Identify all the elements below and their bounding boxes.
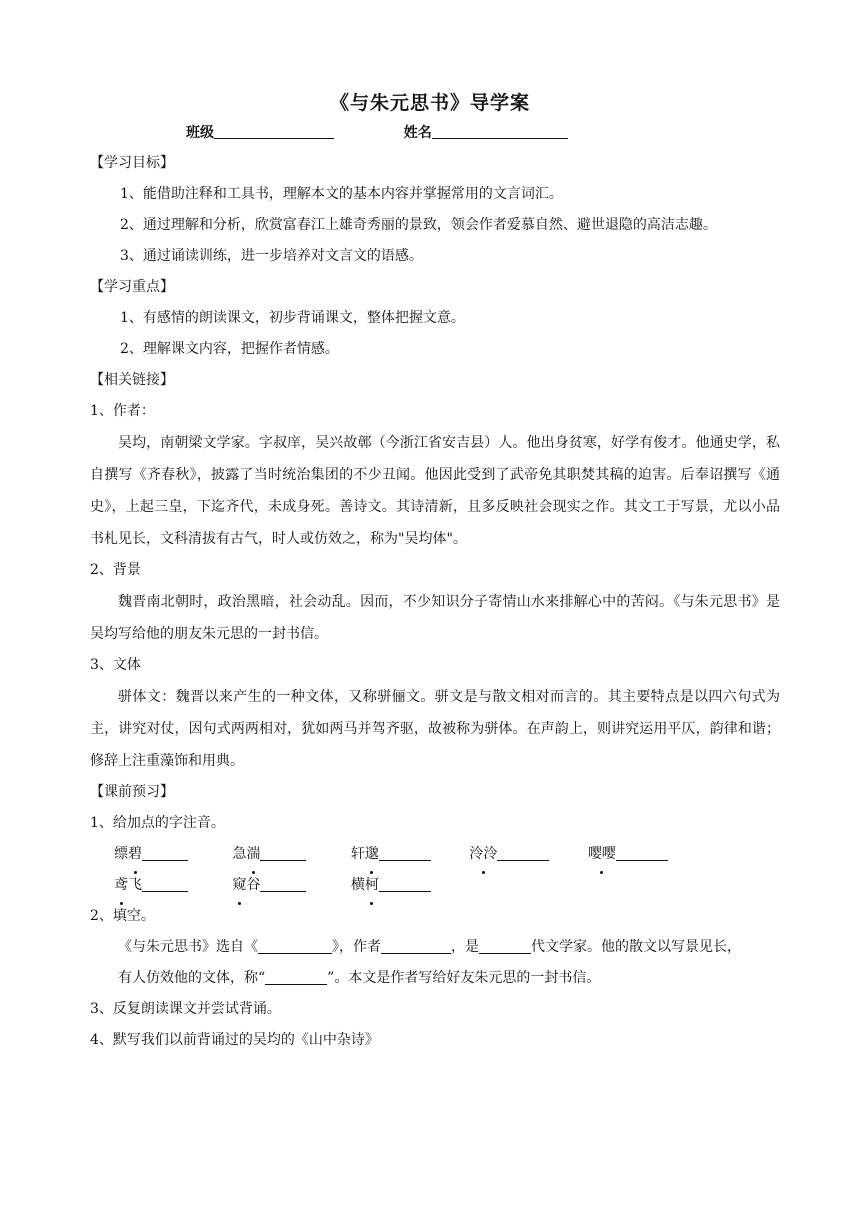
pinyin-item: 泠泠: [469, 839, 583, 870]
question-2: 2、填空。: [90, 908, 155, 924]
question-4: 4、默写我们以前背诵过的吴均的《山中杂诗》: [90, 1032, 379, 1048]
background-paragraph: 魏晋南北朝时，政治黑暗，社会动乱。因而，不少知识分子寄情山水来排解心中的苦闷。《与朱元思书》是吴均写给他的朋友朱元思的一封书信。: [90, 594, 780, 642]
answer-blank[interactable]: [379, 846, 431, 861]
pinyin-item: 嘤嘤: [588, 839, 702, 870]
answer-blank[interactable]: [497, 846, 549, 861]
class-blank[interactable]: [214, 124, 334, 139]
style-name-blank[interactable]: [265, 970, 327, 985]
name-blank[interactable]: [432, 124, 568, 139]
pinyin-row-2: [90, 870, 780, 901]
pinyin-item: 窥谷: [232, 870, 346, 901]
goals-header: 【学习目标】: [90, 155, 174, 171]
pinyin-item: 缥碧: [114, 839, 228, 870]
worksheet-content: [90, 148, 780, 1056]
class-label: 班级: [186, 125, 214, 141]
focus-item: 1、有感情的朗读课文，初步背诵课文，整体把握文意。: [120, 310, 465, 326]
author-heading: 1、作者：: [90, 403, 155, 419]
style-paragraph: 骈体文：魏晋以来产生的一种文体，又称骈俪文。骈文是与散文相对而言的。其主要特点是以四六句式为主，讲究对仗，因句式两两相对，犹如两马并驾齐驱，故被称为骈体。在声韵上，则讲究运用平仄，韵律和谐；修辞上注重藻饰和用典。: [90, 689, 780, 769]
style-heading: 3、文体: [90, 657, 141, 673]
answer-blank[interactable]: [260, 877, 306, 892]
answer-blank[interactable]: [379, 877, 431, 892]
background-heading: 2、背景: [90, 562, 141, 578]
answer-blank[interactable]: [260, 846, 306, 861]
goal-item: 2、通过理解和分析，欣赏富春江上雄奇秀丽的景致，领会作者爱慕自然、避世退隐的高洁志趣。: [120, 217, 717, 233]
author-paragraph: 吴均，南朝梁文学家。字叔庠，吴兴故鄣（今浙江省安吉县）人。他出身贫寒，好学有俊才。他通史学，私自撰写《齐春秋》，披露了当时统治集团的不少丑闻。他因此受到了武帝免其职焚其稿的迫害。后奉诏撰写《通史》，上起三皇，下迄齐代，未成身死。善诗文。其诗清新，且多反映社会现实之作。其文工于写景，尤以小品书札见长，文科清拔有古气，时人或仿效之，称为"吴均体"。: [90, 435, 780, 547]
focus-header: 【学习重点】: [90, 279, 174, 295]
goal-item: 1、能借助注释和工具书，理解本文的基本内容并掌握常用的文言词汇。: [120, 186, 563, 202]
fill-line-1: 《与朱元思书》选自《 》，作者 ，是 代文学家。他的散文以写景见长，: [118, 939, 741, 955]
preview-header: 【课前预习】: [90, 784, 174, 800]
pinyin-item: 鸢飞: [114, 870, 228, 901]
name-class-bar: [186, 122, 568, 142]
pinyin-item: 轩邈: [351, 839, 465, 870]
answer-blank[interactable]: [142, 846, 188, 861]
focus-item: 2、理解课文内容，把握作者情感。: [120, 341, 339, 357]
pinyin-row-1: [90, 839, 780, 870]
pinyin-item: 横柯: [351, 870, 465, 901]
source-blank[interactable]: [258, 939, 332, 954]
question-3: 3、反复朗读课文并尝试背诵。: [90, 1001, 281, 1017]
document-title: 《与朱元思书》导学案: [329, 92, 530, 114]
name-label: 姓名: [403, 125, 432, 141]
question-1: 1、给加点的字注音。: [90, 815, 225, 831]
author-blank[interactable]: [381, 939, 451, 954]
goal-item: 3、通过诵读训练，进一步培养对文言文的语感。: [120, 248, 423, 264]
answer-blank[interactable]: [616, 846, 668, 861]
dynasty-blank[interactable]: [479, 939, 531, 954]
pinyin-item: 急湍: [232, 839, 346, 870]
fill-line-2: 有人仿效他的文体，称“ ”。本文是作者写给好友朱元思的一封书信。: [118, 970, 601, 986]
links-header: 【相关链接】: [90, 372, 174, 388]
answer-blank[interactable]: [142, 877, 188, 892]
